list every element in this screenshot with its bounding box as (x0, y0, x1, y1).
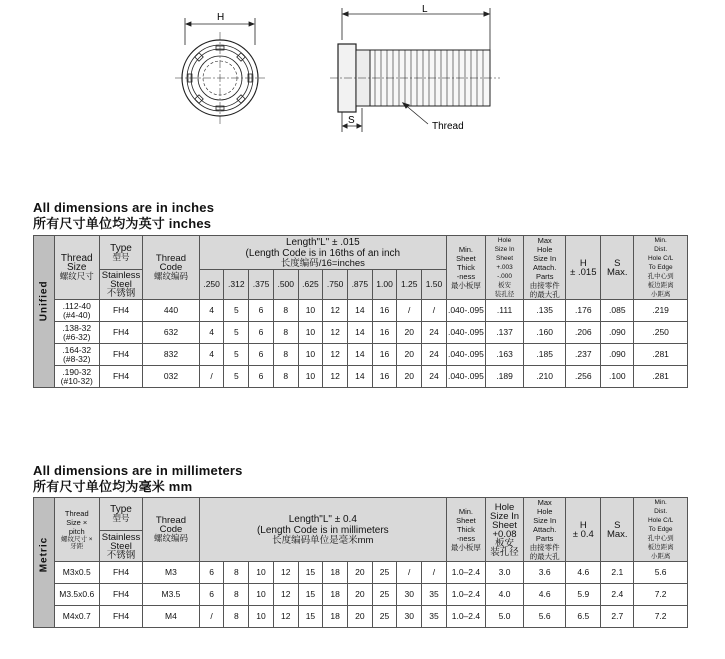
cell-size: .190-32 (#10-32) (54, 366, 99, 388)
cell-len: 18 (323, 562, 348, 584)
inch-hdr-thread-code: Thread Code 螺纹编码 (143, 236, 200, 300)
cell-len: 6 (249, 344, 274, 366)
cell-len: 30 (397, 606, 422, 628)
cell-sheet: .040-.095 (446, 366, 485, 388)
inch-len-code: .875 (347, 270, 372, 300)
l-label: L (422, 4, 428, 15)
cell-code: M4 (143, 606, 200, 628)
inch-hdr-stainless: Stainless Steel 不锈钢 (99, 270, 142, 300)
table-row (34, 606, 688, 628)
cell-len: 12 (273, 562, 298, 584)
cell-len: 5 (224, 300, 249, 322)
cell-size: M3.5x0.6 (54, 584, 99, 606)
cell-len: 6 (199, 562, 224, 584)
cell-max: 5.6 (524, 606, 566, 628)
cell-dist: .219 (634, 300, 688, 322)
cell-len: 10 (249, 584, 274, 606)
cell-len: 15 (298, 606, 323, 628)
inch-heading-en: All dimensions are in inches (33, 200, 215, 215)
inch-hdr-type: Type 型号 (99, 236, 142, 270)
cell-s: .090 (601, 322, 634, 344)
cell-len: 6 (199, 584, 224, 606)
cell-code: 440 (143, 300, 200, 322)
cell-max: .185 (524, 344, 566, 366)
inch-hdr-max-hole: Max Hole Size In Attach. Parts 由接零件 的最大孔 (524, 236, 566, 300)
cell-max: .210 (524, 366, 566, 388)
cell-len: 6 (249, 366, 274, 388)
cell-len: 14 (347, 366, 372, 388)
cell-len: 12 (323, 366, 348, 388)
cell-len: 12 (273, 584, 298, 606)
cell-h: .176 (566, 300, 601, 322)
inch-hdr-length: Length"L" ± .015 (Length Code is in 16ths of an inch 长度编码/16=inches (199, 236, 446, 270)
cell-len: 10 (249, 606, 274, 628)
cell-code: 632 (143, 322, 200, 344)
metric-hdr-hole-size: Hole Size In Sheet +0.08 板安 装孔径 (485, 498, 523, 562)
cell-len: 25 (372, 562, 397, 584)
cell-len: 24 (422, 344, 447, 366)
cell-type: FH4 (99, 366, 142, 388)
cell-code: 032 (143, 366, 200, 388)
cell-h: .206 (566, 322, 601, 344)
cell-size: .164-32 (#8-32) (54, 344, 99, 366)
cell-len: 4 (199, 344, 224, 366)
cell-h: 6.5 (566, 606, 601, 628)
cell-code: M3.5 (143, 584, 200, 606)
metric-hdr-min-dist: Min. Dist. Hole C/L To Edge 孔中心到 板边距离 小距离 (634, 498, 688, 562)
cell-len: 16 (372, 322, 397, 344)
cell-len: 20 (347, 584, 372, 606)
inch-hdr-hole-size: Hole Size In Sheet +.003 -.000 板安 装孔径 (486, 236, 524, 300)
table-row (34, 366, 688, 388)
cell-size: .112-40 (#4-40) (54, 300, 99, 322)
inch-len-code: .625 (298, 270, 323, 300)
cell-len: 20 (397, 322, 422, 344)
cell-hole: .137 (486, 322, 524, 344)
cell-len: 8 (224, 606, 249, 628)
metric-heading-cn: 所有尺寸单位均为毫米 mm (33, 479, 193, 494)
cell-len: 35 (422, 606, 447, 628)
metric-spec-table (33, 497, 688, 628)
cell-h: 5.9 (566, 584, 601, 606)
metric-hdr-max-hole: Max Hole Size In Attach. Parts 由接零件 的最大孔 (524, 498, 566, 562)
cell-len: 25 (372, 606, 397, 628)
cell-len: 14 (347, 344, 372, 366)
cell-code: M3 (143, 562, 200, 584)
cell-len: / (397, 300, 422, 322)
cell-size: .138-32 (#6-32) (54, 322, 99, 344)
cell-len: 8 (273, 366, 298, 388)
cell-hole: 5.0 (485, 606, 523, 628)
cell-h: .237 (566, 344, 601, 366)
cell-len: 20 (347, 562, 372, 584)
inch-len-code: 1.50 (422, 270, 447, 300)
cell-dist: .250 (634, 322, 688, 344)
cell-dist: .281 (634, 366, 688, 388)
cell-max: .135 (524, 300, 566, 322)
table-row (34, 562, 688, 584)
cell-sheet: .040-.095 (446, 322, 485, 344)
inch-len-code: .312 (224, 270, 249, 300)
cell-len: 16 (372, 300, 397, 322)
cell-sheet: 1.0–2.4 (446, 562, 485, 584)
cell-len: 10 (298, 344, 323, 366)
cell-len: 5 (224, 366, 249, 388)
cell-len: / (422, 562, 447, 584)
table-row (34, 584, 688, 606)
metric-side-label: Metric (34, 498, 55, 628)
table-row (34, 300, 688, 322)
cell-h: 4.6 (566, 562, 601, 584)
cell-len: / (397, 562, 422, 584)
cell-len: / (199, 366, 224, 388)
inch-spec-table (33, 235, 688, 388)
cell-type: FH4 (99, 300, 142, 322)
cell-len: 8 (273, 300, 298, 322)
cell-max: 4.6 (524, 584, 566, 606)
cell-len: 14 (347, 322, 372, 344)
cell-len: 16 (372, 344, 397, 366)
cell-size: M4x0.7 (54, 606, 99, 628)
inch-len-code: 1.00 (372, 270, 397, 300)
cell-len: 6 (249, 300, 274, 322)
cell-sheet: 1.0–2.4 (446, 584, 485, 606)
cell-s: .090 (601, 344, 634, 366)
cell-len: 30 (397, 584, 422, 606)
cell-len: 10 (249, 562, 274, 584)
cell-len: 20 (347, 606, 372, 628)
h-label: H (217, 12, 225, 23)
s-label: S (348, 115, 355, 126)
metric-hdr-type: Type 型号 (99, 498, 142, 531)
cell-dist: .281 (634, 344, 688, 366)
technical-drawing (0, 0, 725, 190)
cell-type: FH4 (99, 344, 142, 366)
cell-len: 16 (372, 366, 397, 388)
cell-hole: .189 (486, 366, 524, 388)
metric-hdr-h: H ± 0.4 (566, 498, 601, 562)
cell-dist: 5.6 (634, 562, 688, 584)
cell-len: 10 (298, 366, 323, 388)
metric-heading-en: All dimensions are in millimeters (33, 463, 243, 478)
metric-hdr-length: Length"L" ± 0.4 (Length Code is in millimeters 长度编码单位是毫米mm (199, 498, 446, 562)
cell-h: .256 (566, 366, 601, 388)
cell-sheet: .040-.095 (446, 300, 485, 322)
cell-sheet: 1.0–2.4 (446, 606, 485, 628)
cell-len: 8 (273, 344, 298, 366)
cell-hole: .111 (486, 300, 524, 322)
side-view (330, 8, 500, 132)
cell-s: 2.4 (601, 584, 634, 606)
cell-max: 3.6 (524, 562, 566, 584)
cell-hole: 4.0 (485, 584, 523, 606)
cell-len: 12 (323, 344, 348, 366)
inch-hdr-thread-size: Thread Size 螺纹尺寸 (54, 236, 99, 300)
inch-heading-cn: 所有尺寸单位均为英寸 inches (33, 216, 212, 231)
metric-hdr-thread-code: Thread Code 螺纹编码 (143, 498, 200, 562)
cell-len: 35 (422, 584, 447, 606)
cell-len: 8 (224, 584, 249, 606)
inch-len-code: 1.25 (397, 270, 422, 300)
cell-hole: .163 (486, 344, 524, 366)
cell-hole: 3.0 (485, 562, 523, 584)
cell-dist: 7.2 (634, 584, 688, 606)
inch-hdr-min-sheet: Min. Sheet Thick -ness 最小板厚 (446, 236, 485, 300)
inch-hdr-h: H ± .015 (566, 236, 601, 300)
cell-len: 14 (347, 300, 372, 322)
inch-hdr-s: S Max. (601, 236, 634, 300)
metric-hdr-s: S Max. (601, 498, 634, 562)
cell-s: .085 (601, 300, 634, 322)
inch-side-label: Unified (34, 236, 55, 388)
cell-len: 24 (422, 322, 447, 344)
cell-len: 18 (323, 606, 348, 628)
cell-s: 2.1 (601, 562, 634, 584)
cell-len: 4 (199, 322, 224, 344)
cell-max: .160 (524, 322, 566, 344)
cell-len: 8 (273, 322, 298, 344)
cell-len: / (422, 300, 447, 322)
metric-hdr-stainless: Stainless Steel 不锈钢 (99, 531, 142, 562)
metric-hdr-min-sheet: Min. Sheet Thick -ness 最小板厚 (446, 498, 485, 562)
cell-len: 20 (397, 366, 422, 388)
cell-len: 24 (422, 366, 447, 388)
inch-hdr-min-dist: Min. Dist. Hole C/L To Edge 孔中心到 板边距离 小距离 (634, 236, 688, 300)
inch-len-code: .375 (249, 270, 274, 300)
table-row (34, 322, 688, 344)
inch-len-code: .500 (273, 270, 298, 300)
cell-len: 6 (249, 322, 274, 344)
cell-len: 12 (273, 606, 298, 628)
cell-len: 10 (298, 300, 323, 322)
cell-code: 832 (143, 344, 200, 366)
cell-len: / (199, 606, 224, 628)
cell-len: 12 (323, 300, 348, 322)
metric-hdr-thread-size: Thread Size × pitch 螺纹尺寸 × 牙距 (54, 498, 99, 562)
inch-len-code: .750 (323, 270, 348, 300)
cell-len: 5 (224, 344, 249, 366)
cell-type: FH4 (99, 562, 142, 584)
cell-len: 10 (298, 322, 323, 344)
cell-len: 25 (372, 584, 397, 606)
cell-s: 2.7 (601, 606, 634, 628)
thread-label: Thread (432, 121, 464, 132)
cell-size: M3x0.5 (54, 562, 99, 584)
cell-len: 20 (397, 344, 422, 366)
cell-len: 8 (224, 562, 249, 584)
cell-len: 18 (323, 584, 348, 606)
cell-len: 5 (224, 322, 249, 344)
cell-type: FH4 (99, 606, 142, 628)
cell-type: FH4 (99, 322, 142, 344)
end-view (175, 32, 265, 124)
cell-len: 15 (298, 562, 323, 584)
cell-len: 12 (323, 322, 348, 344)
cell-s: .100 (601, 366, 634, 388)
cell-sheet: .040-.095 (446, 344, 485, 366)
cell-len: 4 (199, 300, 224, 322)
cell-dist: 7.2 (634, 606, 688, 628)
cell-type: FH4 (99, 584, 142, 606)
cell-len: 15 (298, 584, 323, 606)
inch-len-code: .250 (199, 270, 224, 300)
table-row (34, 344, 688, 366)
